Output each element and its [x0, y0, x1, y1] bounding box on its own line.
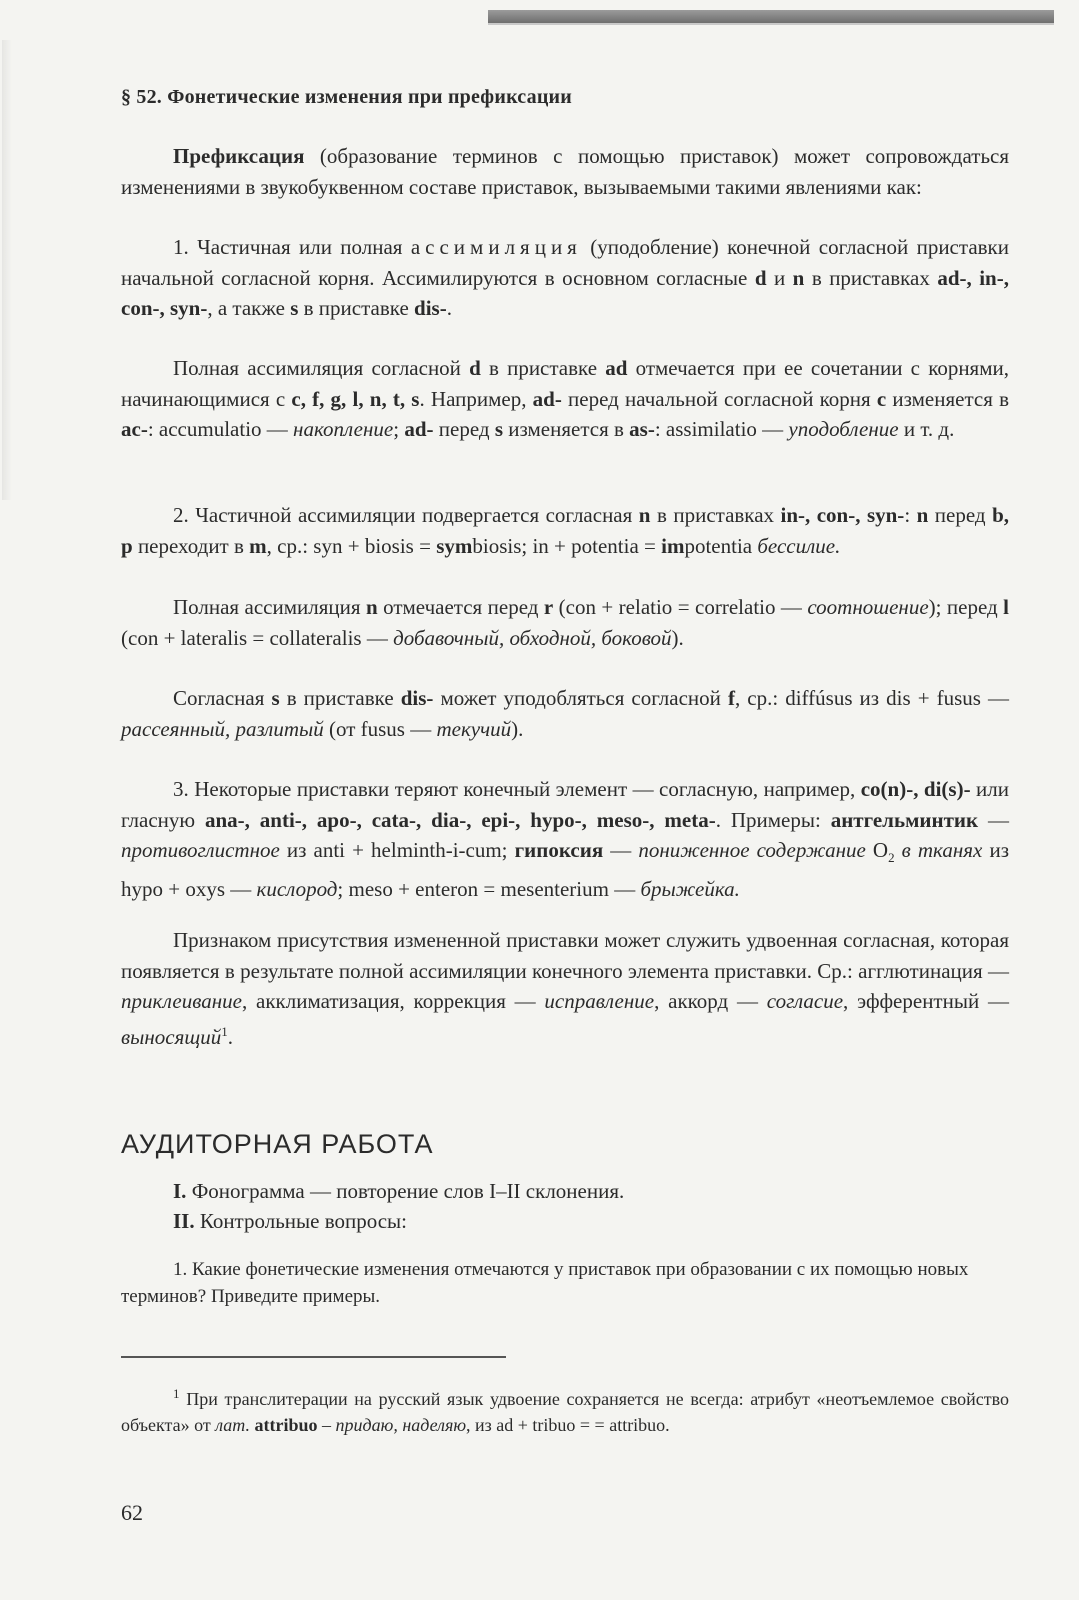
item1b-paragraph: Полная ассимиляция согласной d в приставке ad отмечается при ее сочетании с корнями, начинающимися с c, f, g, l, n, t, s. Например, ad- перед начальной согласной корня c изменяется в ac-: accumulatio — накопление; ad- перед s изменяется в as-: assimilatio — уподобление и т. д.	[121, 356, 1009, 441]
item2-paragraph: 2. Частичной ассимиляции подвергается согласная n в приставках in-, con-, syn-: n перед b, p переходит в m, ср.: syn + biosis = symbiosis; in + potentia = impotentia бессилие.	[121, 503, 1009, 558]
question-1: 1. Какие фонетические изменения отмечаются у приставок при образовании с их помощью новых терминов? Приведите примеры.	[121, 1259, 969, 1307]
item2c-paragraph: Согласная s в приставке dis- может уподобляться согласной f, ср.: diffúsus из dis + fusus — рассеянный, разлитый (от fusus — текучий).	[121, 686, 1009, 741]
section-title: АУДИТОРНАЯ РАБОТА	[121, 1129, 434, 1159]
section-heading: § 52. Фонетические изменения при префиксации	[121, 86, 572, 108]
item1-paragraph: 1. Частичная или полная ассимиляция (уподобление) конечной согласной приставки начальной согласной корня. Ассимилируются в основном согласные d и n в приставках ad-, in-, con-, syn-, а также s в приставке dis-.	[121, 235, 1009, 320]
top-rule-thin	[488, 23, 1054, 25]
item3-paragraph: 3. Некоторые приставки теряют конечный элемент — согласную, например, co(n)-, di(s)- или гласную ana-, anti-, apo-, cata-, dia-, epi-, hypo-, meso-, meta-. Примеры: антгельминтик — противоглистное из anti + helminth-i-cum; гипоксия — пониженное содержание $O_2$ в тканях из hypo + oxys — кислород; meso + enteron = mesenterium — брыжейка.	[121, 777, 1009, 901]
task-2: II. Контрольные вопросы:	[173, 1209, 407, 1233]
page-number: 62	[121, 1500, 143, 1525]
footnote: $^1$ При транслитерации на русский язык удвоение сохраняется не всегда: атрибут «неотъемлемое свойство объекта» от лат. attribuo – придаю, наделяю, из ad + tribuo = = attribuo.	[121, 1386, 1009, 1435]
top-rule	[488, 10, 1054, 23]
footnote-divider	[121, 1356, 506, 1358]
item2b-paragraph: Полная ассимиляция n отмечается перед r (con + relatio = correlatio — соотношение); перед l (con + lateralis = collateralis — добавочный, обходной, боковой).	[121, 595, 1009, 650]
task-1: I. Фонограмма — повторение слов I–II склонения.	[173, 1179, 625, 1203]
intro-paragraph: Префиксация (образование терминов с помощью приставок) может сопровождаться изменениями в звукобуквенном составе приставок, вызываемыми такими явлениями как:	[121, 144, 1009, 199]
item3b-paragraph: Признаком присутствия измененной приставки может служить удвоенная согласная, которая появляется в результате полной ассимиляции конечного элемента приставки. Ср.: агглютинация — приклеивание, акклиматизация, коррекция — исправление, аккорд — согласие, эфферентный — выносящий$^1$.	[121, 928, 1009, 1049]
binding-shadow	[2, 40, 12, 500]
